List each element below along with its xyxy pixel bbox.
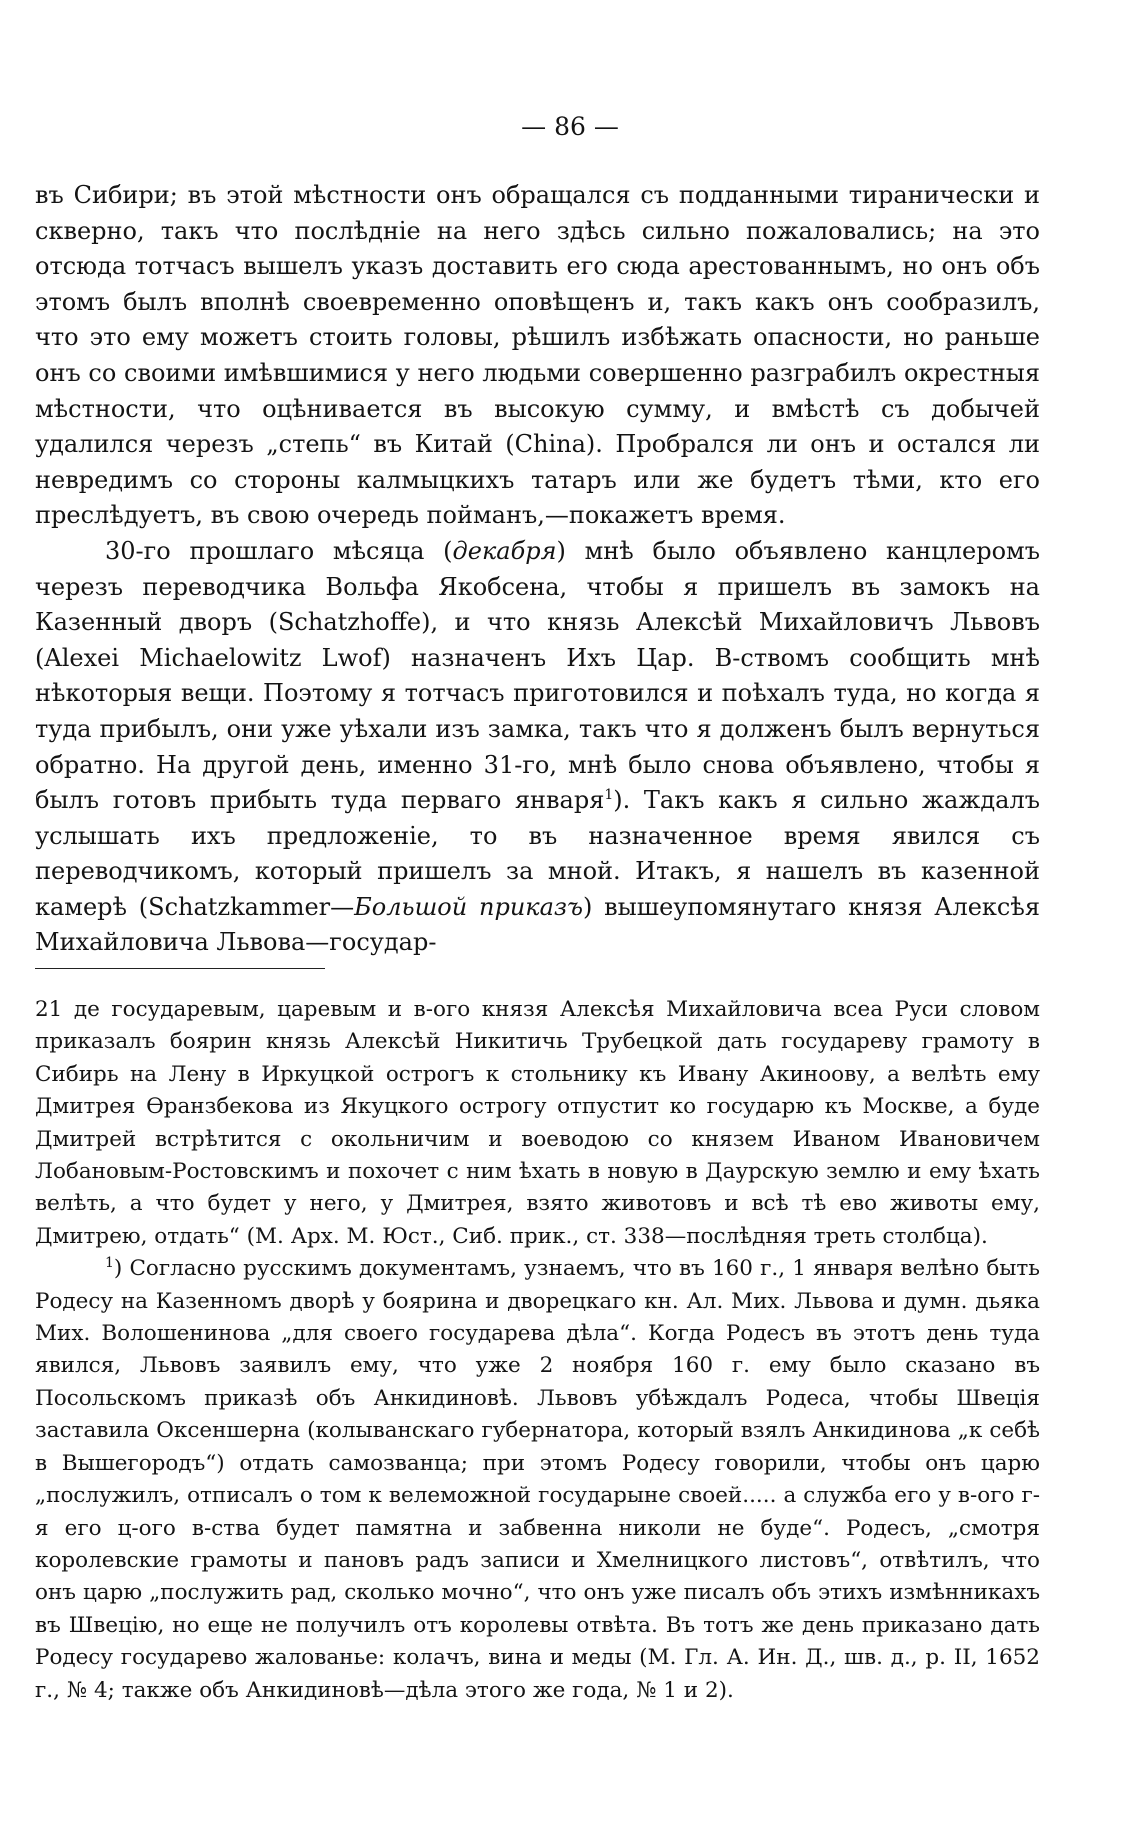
paragraph-2-italic-prikaz: Большой приказъ — [354, 892, 583, 921]
paragraph-2-italic-december: декабря — [452, 536, 557, 565]
paragraph-2-part-b: ) мнѣ было объявлено канцлеромъ черезъ переводчика Вольфа Якобсена, чтобы я пришелъ въ замокъ на Казенный дворъ (Schatzhoffe), и что князь Алексѣй Михайловичъ Львовъ (Alexei Michaelowitz Lwof) назначенъ Ихъ Цар. В-ствомъ сообщить мнѣ нѣкоторыя вещи. Поэтому я тотчасъ приготовился и поѣхалъ туда, но когда я туда прибылъ, они уже уѣхали изъ замка, такъ что я долженъ былъ вернуться обратно. На другой день, именно 31-го, мнѣ было снова объявлено, чтобы я былъ готовъ прибыть туда перваго января — [35, 536, 1040, 815]
footnote-separator-rule — [35, 968, 325, 969]
paragraph-2-part-d: ) вышеупомянутаго князя Алексѣя Михайловича Львова—государ- — [35, 892, 1040, 957]
footnote-1-marker: 1 — [105, 1255, 114, 1272]
main-paragraph-1: въ Сибири; въ этой мѣстности онъ обращался съ подданными тиранически и скверно, такъ что послѣдніе на него здѣсь сильно пожаловались; на это отсюда тотчасъ вышелъ указъ доставить его сюда арестованнымъ, но онъ объ этомъ былъ вполнѣ своевременно оповѣщенъ и, такъ какъ онъ сообразилъ, что это ему можетъ стоить головы, рѣшилъ избѣжать опасности, но раньше онъ со своими имѣвшимися у него людьми совершенно разграбилъ окрестныя мѣстности, что оцѣнивается въ высокую сумму, и вмѣстѣ съ добычей удалился черезъ „степь“ въ Китай (China). Пробрался ли онъ и остался ли невредимъ со стороны калмыцкихъ татаръ или же будетъ тѣми, кто его преслѣдуетъ, въ свою очередь пойманъ,—покажетъ время. — [35, 181, 1040, 530]
footnote-1 — [35, 1253, 1040, 1707]
footnote-continuation: 21 де государевым, царевым и в-ого князя Алексѣя Михайловича всеа Руси словом приказалъ боярин князь Алексѣй Никитичь Трубецкой дать государеву грамоту в Сибирь на Лену в Иркуцкой острогъ к стольнику къ Ивану Акиноову, а велѣть ему Дмитрея Ѳранзбекова из Якуцкого острогу отпустит ко государю къ Москве, а буде Дмитрей встрѣтится с окольничим и воеводою со князем Иваном Ивановичем Лобановым-Ростовскимъ и похочет с ним ѣхать в новую в Даурскую землю и ему ѣхать велѣть, а что будет у него, у Дмитрея, взято животовъ и всѣ тѣ ево животы ему, Дмитрею, отдать“ (М. Арх. М. Юст., Сиб. прик., ст. 338—послѣдняя треть столбца). — [35, 997, 1040, 1249]
footnote-1-text: ) Согласно русскимъ документамъ, узнаемъ, что въ 160 г., 1 января велѣно быть Родесу на Казенномъ дворѣ у боярина и дворецкаго кн. Ал. Мих. Львова и думн. дьяка Мих. Волошенинова „для своего государева дѣла“. Когда Родесъ въ этотъ день туда явился, Львовъ заявилъ ему, что уже 2 ноября 160 г. ему было сказано въ Посольскомъ приказѣ объ Анкидиновѣ. Львовъ убѣждалъ Родеса, чтобы Швеція заставила Оксеншерна (колыванскаго губернатора, который взялъ Анкидинова „к себѣ в Вышегородъ“) отдать самозванца; при этомъ Родесу говорили, чтобы онъ царю „послужилъ, отписалъ о том к велеможной государыне своей..... а служба его у в-ого г-я его ц-ого в-ства будет памятна и забвенна николи не буде“. Родесъ, „смотря королевские грамоты и пановъ радъ записи и Хмелницкого листовъ“, отвѣтилъ, что онъ царю „послужить рад, сколько мочно“, что онъ уже писалъ объ этихъ измѣнникахъ въ Швецію, но еще не получилъ отъ королевы отвѣта. Въ тотъ же день приказано дать Родесу государево жалованье: колачъ, вина и меды (М. Гл. А. Ин. Д., шв. д., р. II, 1652 г., № 4; также объ Анкидиновѣ—дѣла этого же года, № 1 и 2). — [35, 1256, 1040, 1703]
page-number: — 86 — — [521, 112, 619, 141]
footnotes — [35, 994, 1040, 1707]
footnote-reference: 1 — [604, 787, 614, 804]
main-text — [35, 178, 1040, 961]
main-paragraph-2 — [35, 534, 1040, 961]
paragraph-2-part-c: ). Такъ какъ я сильно жаждалъ услышать ихъ предложеніе, то въ назначенное время явился съ переводчикомъ, который пришелъ за мной. Итакъ, я нашелъ въ казенной камерѣ (Schatzkammer— — [35, 786, 1041, 921]
paragraph-2-part-a: 30-го прошлаго мѣсяца ( — [105, 536, 453, 565]
